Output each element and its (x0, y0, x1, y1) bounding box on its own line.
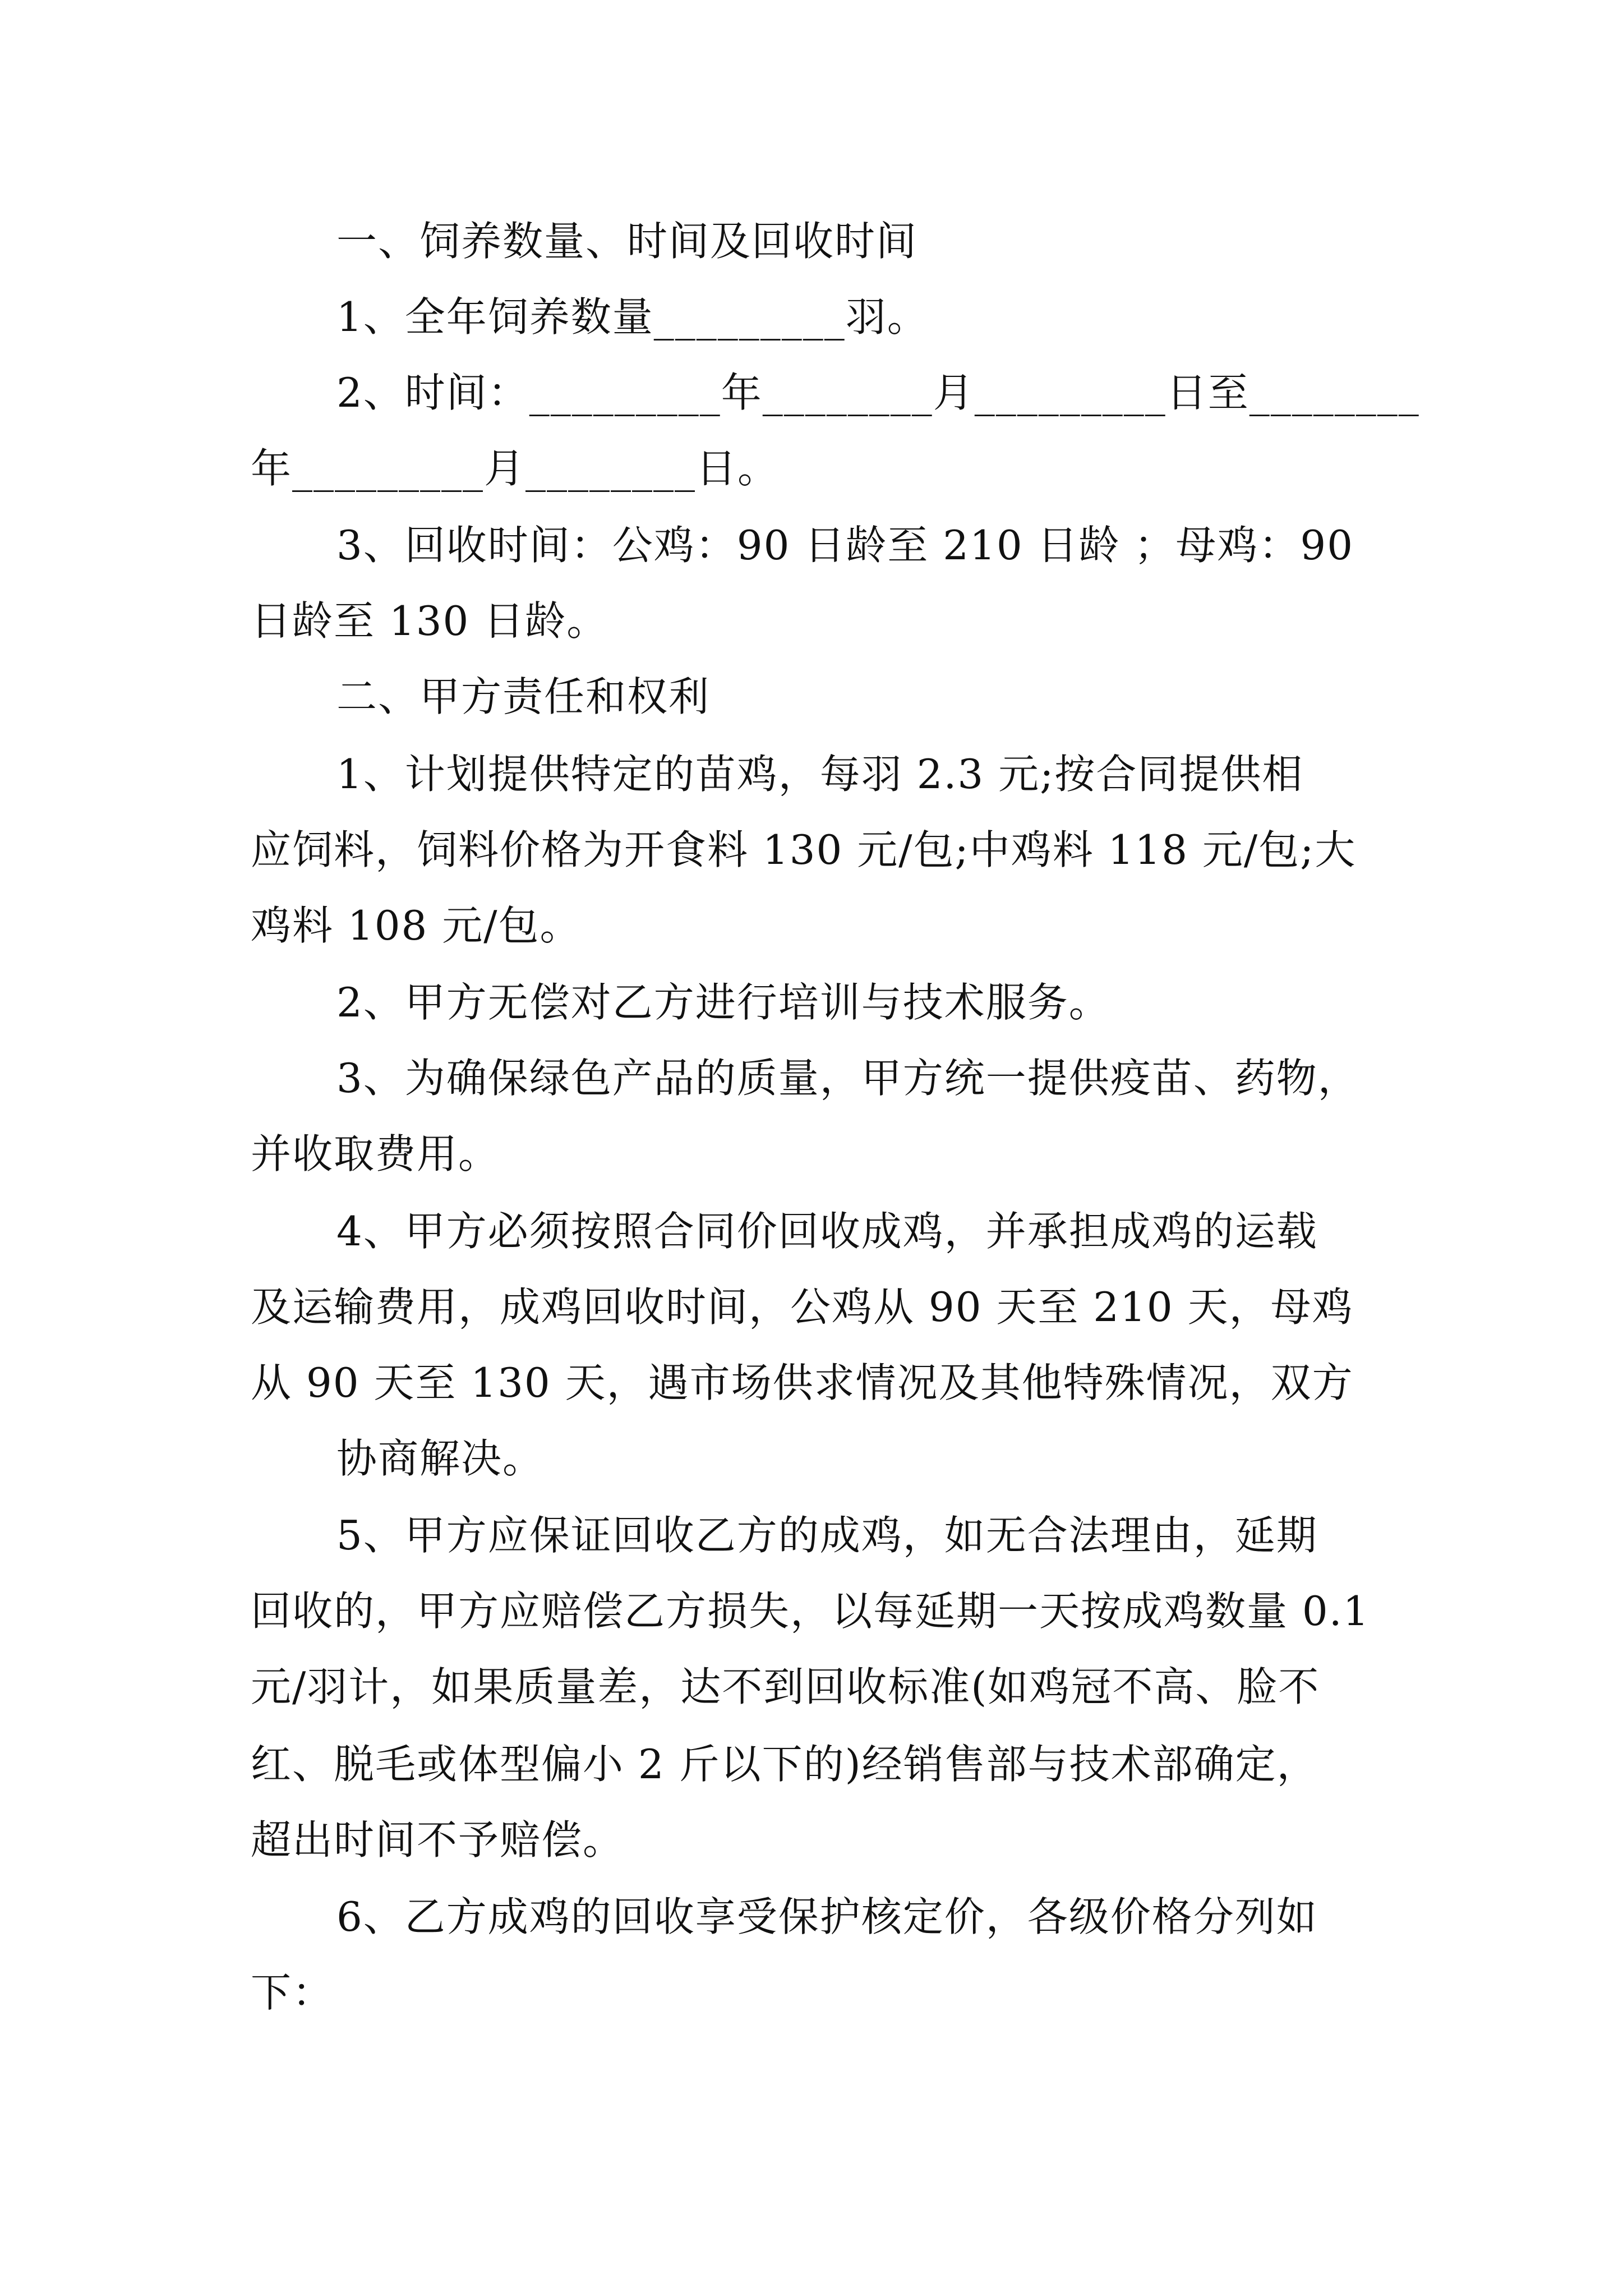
section-heading-2: 二、甲方责任和权利 (336, 673, 711, 720)
paragraph-line: 红、脱毛或体型偏小 2 斤以下的)经销售部与技术部确定， (251, 1741, 1318, 1788)
section-heading-1: 一、饲养数量、时间及回收时间 (336, 218, 918, 265)
paragraph-line: 鸡料 108 元/包。 (251, 902, 582, 949)
paragraph-line: 应饲料，饲料价格为开食料 130 元/包;中鸡料 118 元/包;大 (251, 826, 1357, 873)
paragraph-line: 4、甲方必须按照合同价回收成鸡，并承担成鸡的运载 (336, 1208, 1318, 1255)
paragraph-line: 超出时间不予赔偿。 (251, 1816, 625, 1864)
paragraph-line: 5、甲方应保证回收乙方的成鸡，如无合法理由，延期 (336, 1512, 1318, 1559)
paragraph-line: 3、为确保绿色产品的质量，甲方统一提供疫苗、药物， (336, 1055, 1359, 1102)
paragraph-line: 协商解决。 (336, 1435, 545, 1482)
paragraph-line: 并收取费用。 (251, 1130, 500, 1177)
paragraph-line: 年_________月________日。 (251, 445, 780, 492)
paragraph-line: 日龄至 130 日龄。 (251, 597, 608, 645)
paragraph-line: 及运输费用，成鸡回收时间，公鸡从 90 天至 210 天，母鸡 (251, 1283, 1354, 1331)
paragraph-line: 2、甲方无偿对乙方进行培训与技术服务。 (336, 979, 1110, 1026)
paragraph-line: 2、时间：_________年________月_________日至________ (336, 369, 1420, 416)
paragraph-line: 6、乙方成鸡的回收享受保护核定价，各级价格分列如 (336, 1893, 1318, 1940)
paragraph-line: 元/羽计，如果质量差，达不到回收标准(如鸡冠不高、脸不 (251, 1663, 1320, 1710)
paragraph-line: 下： (251, 1969, 334, 2016)
paragraph-line: 1、计划提供特定的苗鸡，每羽 2.3 元;按合同提供相 (336, 751, 1304, 798)
paragraph-line: 3、回收时间：公鸡：90 日龄至 210 日龄 ；母鸡：90 (336, 522, 1354, 569)
paragraph-line: 1、全年饲养数量_________羽。 (336, 293, 929, 341)
paragraph-line: 回收的，甲方应赔偿乙方损失，以每延期一天按成鸡数量 0.1 (251, 1588, 1370, 1635)
paragraph-line: 从 90 天至 130 天，遇市场供求情况及其他特殊情况，双方 (251, 1359, 1354, 1406)
